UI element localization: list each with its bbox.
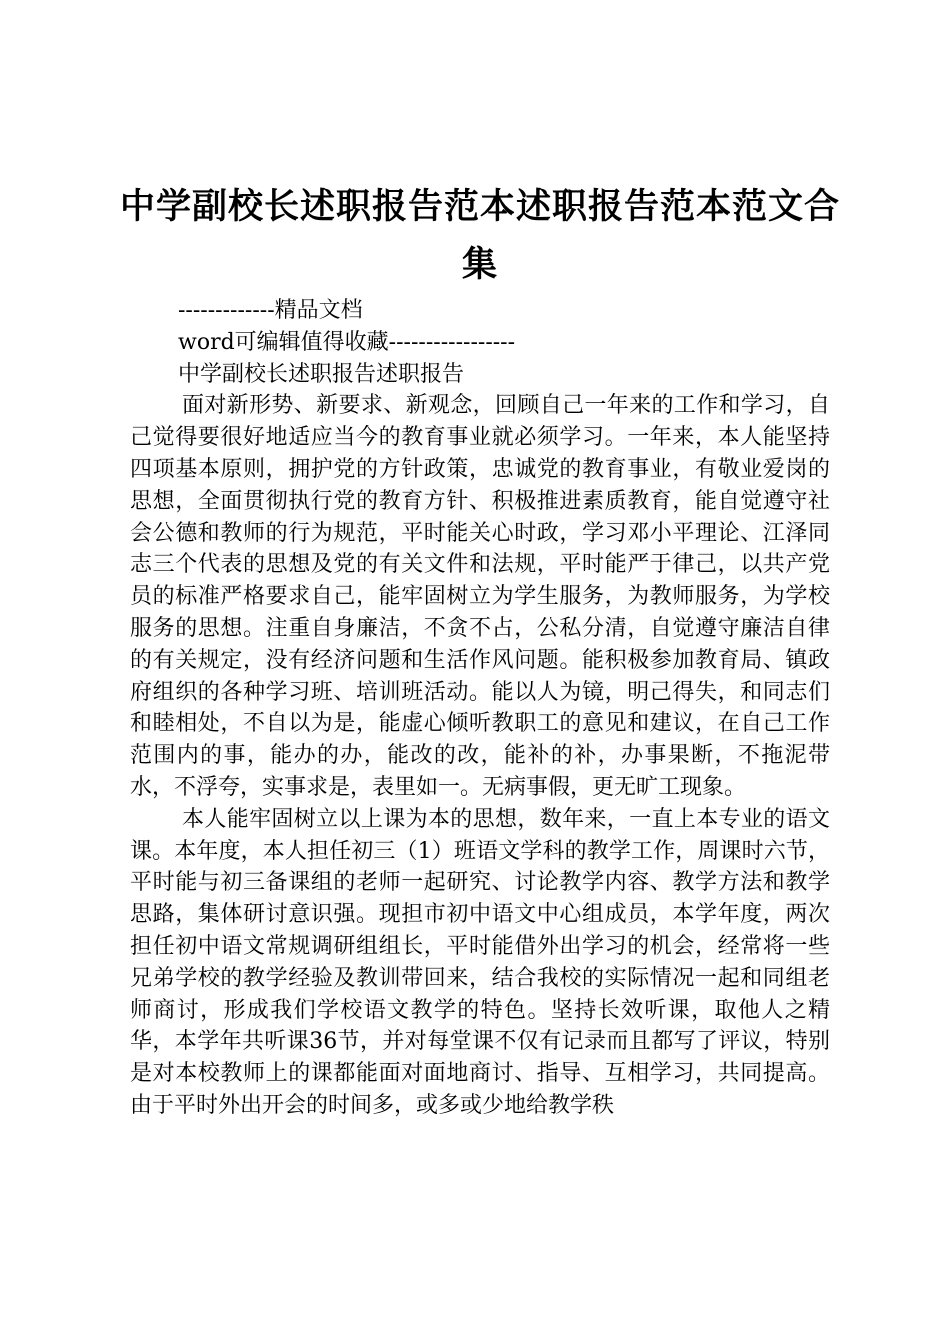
document-subtitle: 中学副校长述职报告述职报告 — [178, 361, 465, 387]
header-line-2: word可编辑值得收藏----------------- — [178, 329, 516, 355]
paragraph-1: 面对新形势、新要求、新观念，回顾自己一年来的工作和学习，自己觉得要很好地适应当今的教育事业就必须学习。一年来，本人能坚持四项基本原则，拥护党的方针政策，忠诚党的教育事业，有敬业爱岗的思想，全面贯彻执行党的教育方针、积极推进素质教育，能自觉遵守社会公德和教师的行为规范，平时能关心时政，学习邓小平理论、江泽同志三个代表的思想及党的有关文件和法规，平时能严于律己，以共产党员的标准严格要求自己，能牢固树立为学生服务，为教师服务，为学校服务的思想。注重自身廉洁，不贪不占，公私分清，自觉遵守廉洁自律的有关规定，没有经济问题和生活作风问题。能积极参加教育局、镇政府组织的各种学习班、培训班活动。能以人为镜，明己得失，和同志们和睦相处，不自以为是，能虚心倾听教职工的意见和建议，在自己工作范围内的事，能办的办，能改的改，能补的补，办事果断，不拖泥带水，不浮夸，实事求是，表里如一。无病事假，更无旷工现象。 — [130, 393, 830, 800]
document-title: 中学副校长述职报告范本述职报告范本范文合集 — [120, 187, 841, 285]
header-line-1: -------------精品文档 — [178, 298, 363, 323]
document-body — [130, 295, 830, 1122]
paragraph-2: 本人能牢固树立以上课为本的思想，数年来，一直上本专业的语文课。本年度，本人担任初三（1）班语文学科的教学工作，周课时六节，平时能与初三备课组的老师一起研究、讨论教学内容、教学方法和教学思路，集体研讨意识强。现担市初中语文中心组成员，本学年度，两次担任初中语文常规调研组组长，平时能借外出学习的机会，经常将一些兄弟学校的教学经验及教训带回来，结合我校的实际情况一起和同组老师商讨，形成我们学校语文教学的特色。坚持长效听课，取他人之精华，本学年共听课36节，并对每堂课不仅有记录而且都写了评议，特别是对本校教师上的课都能面对面地商讨、指导、互相学习，共同提高。由于平时外出开会的时间多，或多或少地给教学秩 — [130, 806, 830, 1118]
